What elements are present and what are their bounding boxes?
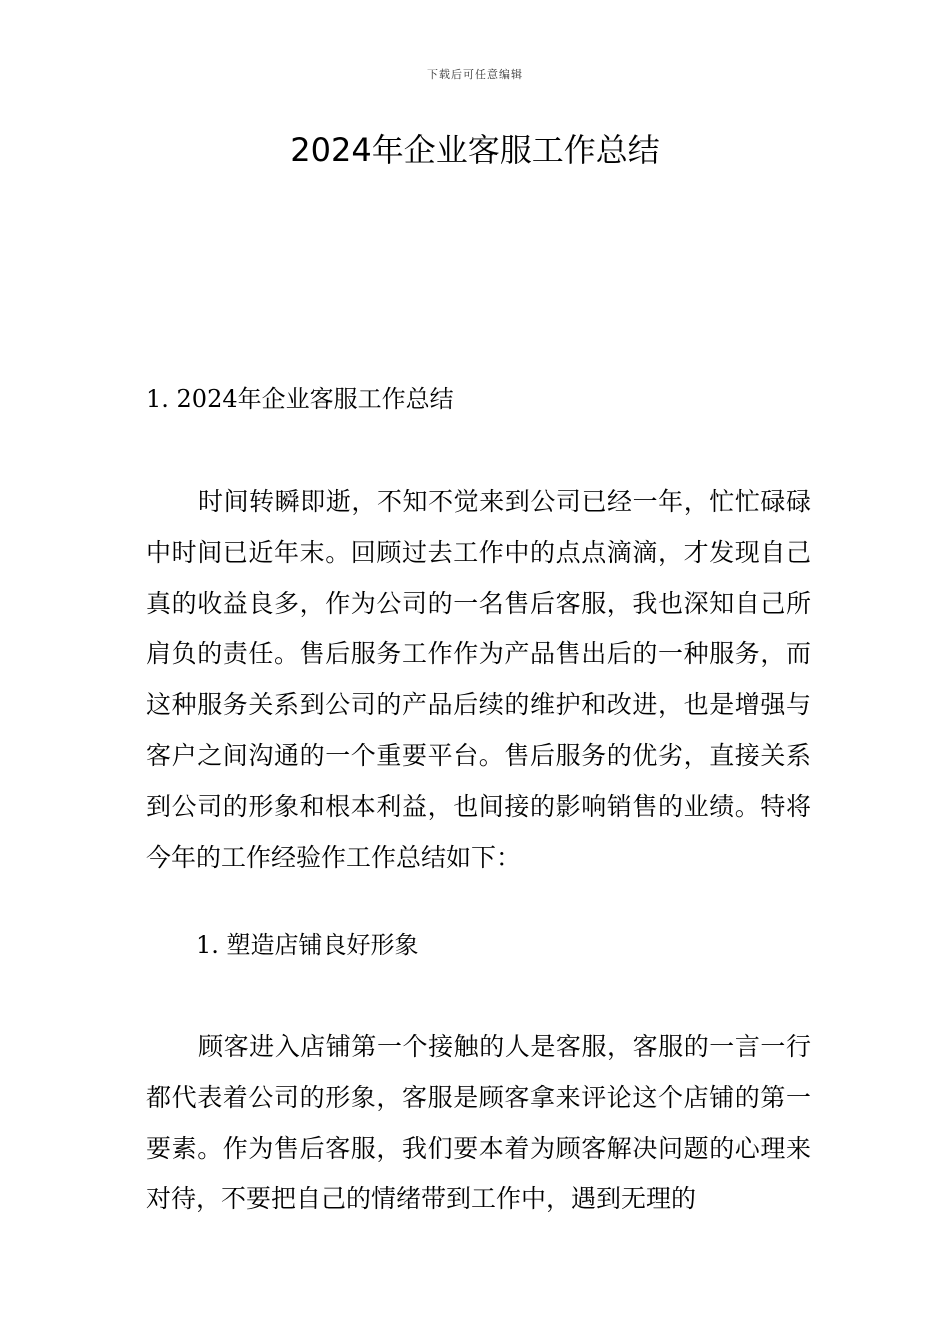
paragraph-store-image: 顾客进入店铺第一个接触的人是客服，客服的一言一行都代表着公司的形象，客服是顾客拿来评论这个店铺的第一要素。作为售后客服，我们要本着为顾客解决问题的心理来对待，不要把自己的情绪带到工作中，遇到无理的 — [146, 1032, 811, 1214]
paragraph-intro: 时间转瞬即逝，不知不觉来到公司已经一年，忙忙碌碌中时间已近年末。回顾过去工作中的点点滴滴，才发现自己真的收益良多，作为公司的一名售后客服，我也深知自己所肩负的责任。售后服务工作作为产品售出后的一种服务，而这种服务关系到公司的产品后续的维护和改进，也是增强与客户之间沟通的一个重要平台。售后服务的优劣，直接关系到公司的形象和根本利益，也间接的影响销售的业绩。特将今年的工作经验作工作总结如下： — [146, 487, 811, 872]
section-heading: 1. 2024年企业客服工作总结 — [146, 385, 454, 413]
header-note: 下载后可任意编辑 — [427, 68, 523, 81]
subheading-store-image: 1. 塑造店铺良好形象 — [196, 931, 419, 959]
document-title: 2024年企业客服工作总结 — [290, 131, 660, 169]
